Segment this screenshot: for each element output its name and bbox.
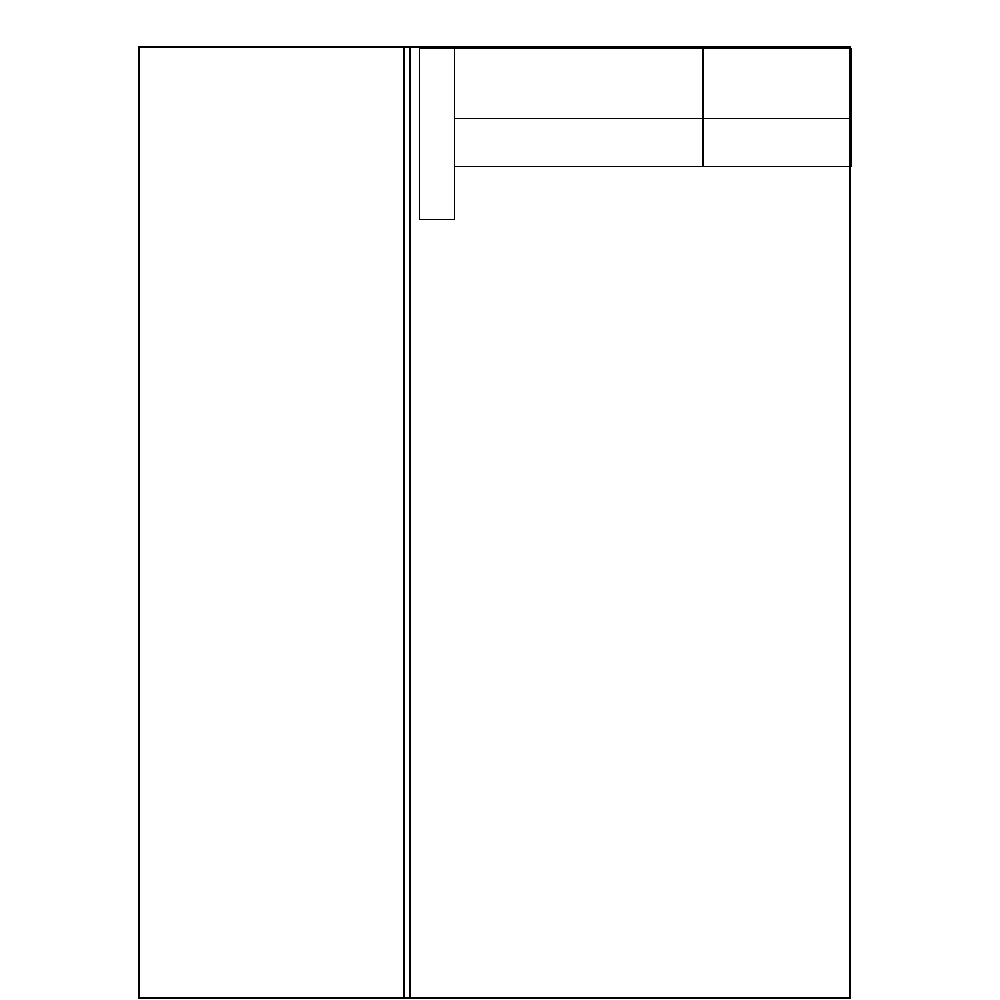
- dimensions-sheet: [138, 46, 851, 999]
- group2-portata: [703, 119, 852, 167]
- drawings-column: [140, 48, 405, 997]
- group1-portata: [455, 119, 703, 167]
- dimensions-table: [419, 48, 852, 220]
- column-divider: [409, 48, 411, 997]
- quote-header: [420, 49, 455, 220]
- group1-title: [455, 49, 703, 119]
- group2-title: [703, 49, 852, 119]
